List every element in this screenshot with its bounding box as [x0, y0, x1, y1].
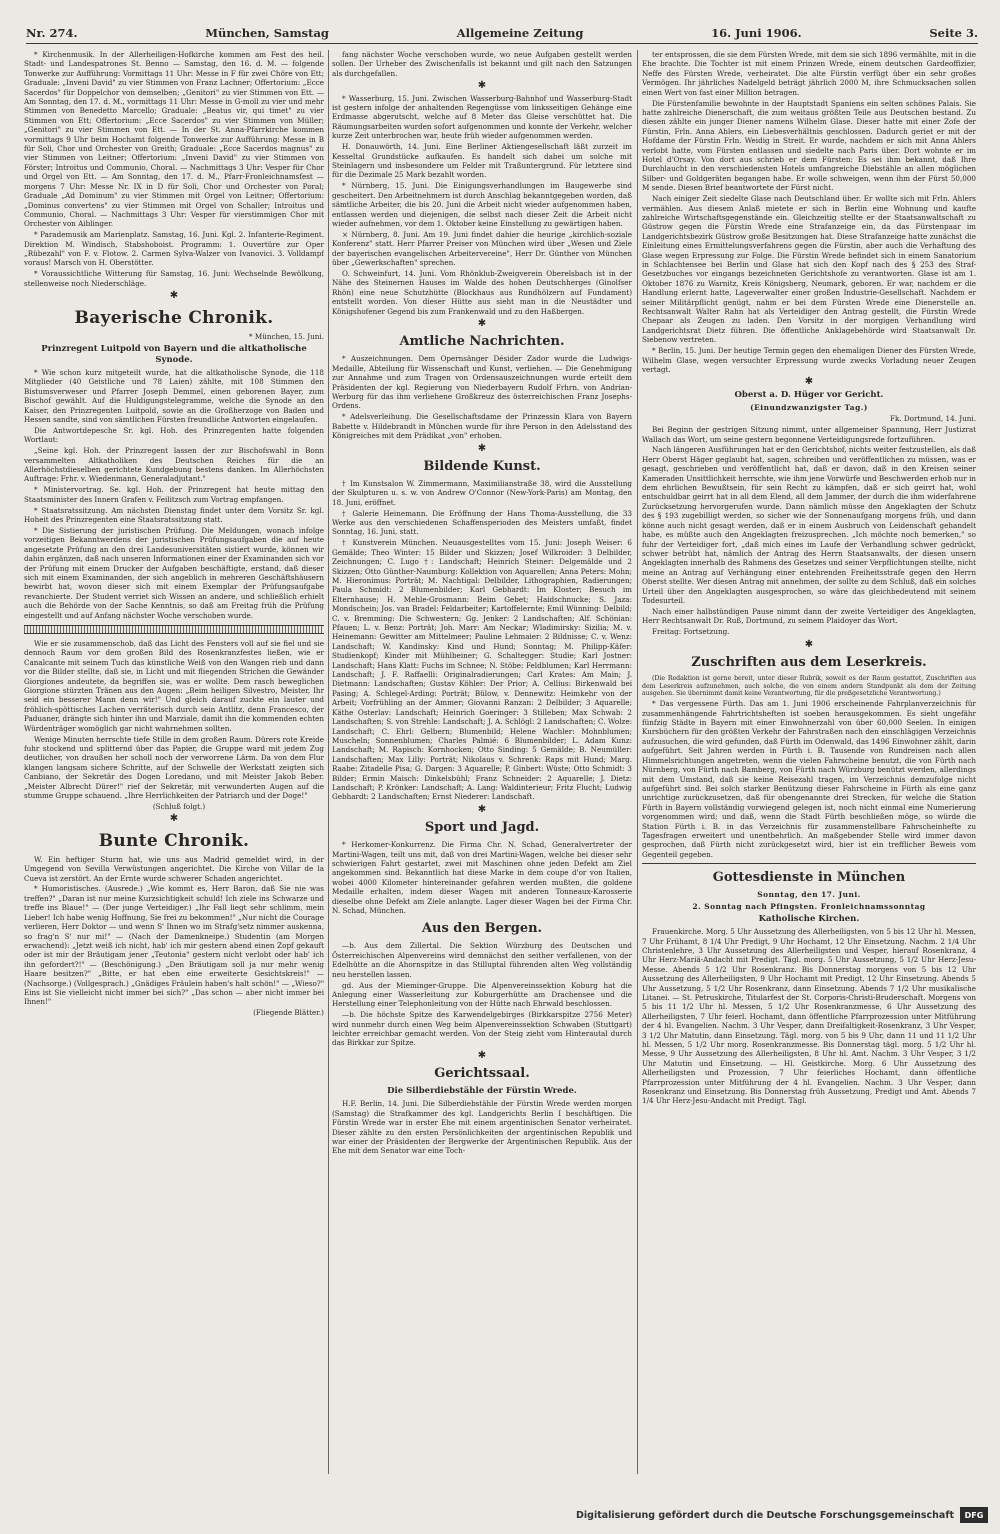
article-hueger-pause: Nach einer halbstündigen Pause nimmt dann der zweite Verteidiger des Angeklagten, Herr Rechtsanwalt Dr. Ruß, Dortmund, zu seinem Plaidoyer das Wort. — [642, 606, 976, 626]
separator-star: ✱ — [804, 638, 814, 650]
feuilleton-rule — [24, 625, 324, 634]
subheading-katholische: Katholische Kirchen. — [758, 914, 860, 925]
column-divider — [328, 50, 329, 1474]
article-wrede-palais: Die Fürstenfamilie bewohnte in der Hauptstadt Spaniens ein selten schönes Palais. Sie hatte zahlreiche Dienerschaft, die zum weitaus größten Teile aus Deutschen bestand. Zu diesen zählte ein junger Diener namens Wilhelm Glase. Dieser hatte mit einer Zofe der Fürstin, Frln. Anna Ahlers, ein Liebesverhältnis geschlossen. Dadurch geriet er mit der Hofdame der Fürstin Frln. Weidig in Streit. Er wurde, nachdem er sich mit Anna Ahlers verlobt hatte, vom Fürsten entlassen und siedelte nach Paris über. Dort wohnte er im Hotel d'Orsay. Von dort aus schrieb er dem Fürsten: Es sei ihm bekannt, daß Ihre Durchlaucht in den verschiedensten Hotels umfangreiche Diebstähle an allen möglichen Silber- und Goldgeräten begangen habe. Er wolle schweigen, wenn ihm der Fürst 50,000 M sende. Diesen Brief beantwortete der Fürst nicht. — [642, 98, 976, 193]
source-credit: (Fliegende Blätter.) — [253, 1008, 324, 1018]
article-sturm: W. Ein heftiger Sturm hat, wie uns aus Madrid gemeldet wird, in der Umgegend von Sevilla Verwüstungen angerichtet. Die Kirche von Villar de la Cueva ist zerstört. An der Ernte wurde schwerer Schaden angerichtet. — [24, 854, 324, 883]
heading-sport-und-jagd: Sport und Jagd. — [424, 820, 540, 836]
article-wrede: H.F. Berlin, 14. Juni. Die Silberdiebstähle der Fürstin Wrede werden morgen (Samstag) die Strafkammer des kgl. Landgerichts Berlin I beschäftigen. Die Fürstin Wrede war in erster Ehe mit einem argentinischen Senator verheiratet. Dieser zählte zu den ersten Persönlichkeiten der argentinischen Republik und war einer der Präsidenten der Bergwerke der Argentinischen Republik. Aus der Ehe mit dem Senator war eine Toch- — [332, 1099, 632, 1156]
subheading-sonntag: 2. Sonntag nach Pfingsten. Fronleichnamssonntag — [692, 901, 926, 911]
article-depesche: „Seine kgl. Hoh. der Prinzregent lassen der zur Bischofswahl in Bonn versammelten Altkatholiken des Deutschen Reiches für die an Allerhöchstdieselben gerichtete Kundgebung bestens danken. Im Allerhöchsten Auftrage: Frhr. v. Wiedenmann, Generaladjutant." — [24, 446, 324, 484]
article-galerie-heinemann: † Galerie Heinemann. Die Eröffnung der Hans Thoma-Ausstellung, die 33 Werke aus den verschiedenen Schaffensperioden des Meisters umfaßt, findet Sonntag, 16. Juni, statt. — [332, 508, 632, 537]
article-continued: fang nächster Woche verschoben wurde, wo neue Aufgaben gestellt werden sollen. Der Urheber des Zwischenfalls ist bekannt und gilt nach den Satzungen als durchgefallen. — [332, 50, 632, 78]
digitization-footer — [576, 1506, 988, 1524]
dateline: Fk. Dortmund, 14. Juni. — [889, 414, 976, 424]
article-herkomer: * Herkomer-Konkurrenz. Die Firma Chr. N. Schad, Generalvertreter der Martini-Wagen, teilt uns mit, daß von drei Martini-Wagen, welche bei dieser sehr schwierigen Fahrt gestartet, zwei mit Maschinen ohne jeden Defekt am Ziel angekommen sind. Bekanntlich hat diese Marke in dem coupe d'or von Italien, wobei 4000 Kilometer hintereinander gefahren werden mußten, die goldene Medaille erhalten, indem dieser Wagen mit anderen Tonneaux-Karosserie dieselbe ohne Defekt am Ziele anlangte. Lager dieser Wagen bei der Firma Chr. N. Schad, München. — [332, 840, 632, 915]
heading-aus-den-bergen: Aus den Bergen. — [421, 921, 543, 937]
issue-number: Nr. 274. — [26, 26, 78, 40]
article-frauenkirche: Frauenkirche. Morg. 5 Uhr Aussetzung des Allerheiligsten, von 5 bis 12 Uhr hl. Messen, 7 Uhr Frühamt, 8 1/4 Uhr Predigt, 9 Uhr Hochamt, 12 Uhr Einsetzung. Nachm. 2 1/4 Uhr Christenlehre, 3 Uhr Aussetzung des Allerheiligsten und Vesper, hierauf Rosenkranz, 4 Uhr Herz-Mariä-Andacht mit Predigt. Tägl. morg. 5 Uhr Aussetzung, 5 1/2 Uhr Herz-Jesu-Messe. Abends 5 1/2 Uhr Rosenkranz. Bis Donnerstag morgens von 5 bis 12 Uhr Aussetzung des Allerheiligsten, 9 Uhr Hochamt mit Predigt, 12 Uhr Einsetzung. Abends 5 Uhr Aussetzung, 5 1/2 Uhr Rosenkranz, dann Einsetzung. Abends 7 1/2 Uhr musikalische Litanei. — St. Petruskirche, Titularfest der St. Corporis-Christi-Bruderschaft. Morgens von 5 bis 11 1/2 Uhr hl. Messen, 5 1/2 Uhr Rosenkranzmesse, 6 Uhr Aussetzung des Allerheiligsten, 7 Uhr feierl. Hochamt, dann öffentliche Pfarrprozession unter Mitführung der 4 hl. Evangelien. Nachm. 3 Uhr Vesper, dann Dreifaltigkeit-Rosenkranz, 3 Uhr Vesper, 3 1/2 Uhr Matutin, dann Einsetzung. Tägl. morg. von 5 bis 9 Uhr, dann 11 und 11 1/2 Uhr hl. Messen, 5 1/2 Uhr morg. Rosenkranzmesse. Bis Donnerstag tägl. morg. 5 1/2 Uhr hl. Messe, 9 Uhr Aussetzung des Allerheiligsten, 8 Uhr hl. Amt. Nachm. 3 Uhr Vesper, 3 1/2 Uhr Matutin und Einsetzung. — Hl. Geistkirche. Morg. 6 Uhr Aussetzung des Allerheiligsten und Prozession, 7 Uhr feierliches Hochamt, dann öffentliche Pfarrprozession unter Mitführung der 4 hl. Evangelien. Nachm. 3 Uhr Vesper, dann Rosenkranz und Einsetzung. Bis Donnerstag früh Aussetzung, Predigt und Amt. Abends 7 1/4 Uhr Herz-Jesu-Andacht mit Predigt. Tägl. — [642, 927, 976, 1106]
separator-star: ✱ — [804, 376, 814, 388]
article-kunstsalon: † Im Kunstsalon W. Zimmermann, Maximilianstraße 38, wird die Ausstellung der Skulpturen u. s. w. von Andrew O'Connor (New-York-Paris) am Montag, den 18. Juni, eröffnet. — [332, 478, 632, 507]
feuilleton-continued: (Schluß folgt.) — [152, 801, 206, 811]
article-fuerth: * Das vergessene Fürth. Das am 1. Juni 1906 erscheinende Fahrplanverzeichnis für zusammenhängende Fahrtrichtsheften ist soeben herausgekommen. Es sieht ungefähr fünfzig Städte in Bayern mit einer Einwohnerzahl von über 60,000 Seelen. In einigen Kursbüchern für den größten Verkehr der Fahrstraßen nach den einschlägigen Verzeichnis aufzusuchen, die wird gefunden, daß Fürth im Odenwald, das 1496 Einwohner zählt, darin aufgeführt. Seit Jahren werden in Fürth i. B. Tausende von Rundreisen nach allen Himmelsrichtungen angetreten, wenn die vielen Fahrscheine benutzt, die von Fürth nach Nürnberg, von Fürth nach Bamberg, von Fürth nach Würzburg benützt werden, allerdings mit dem Umstand, daß sie keine Reisezahl tragen, im Verzeichnis demzufolge nicht aufgeführt sind. Bei solch starker Benützung dieser Fahrscheine in Fürth als eine ganz unrichtige zurückzusetzen, daß für obengenannte drei Strecken, für welche die Station Fürth in Bayern vollständig vorwiegend gelegen ist, noch nicht einmal eine Numerierung vorgenommen wird; und daß, wenn die Stadt Fürth beschließen möge, so würde die Station Fürth i. B. in das Verzeichnis für zusammenstellbare Fahrscheinhefte zu Tagesfragen erweitert und unentbehrlich. An maßgebender Stelle wird immer davon gesprochen, daß Fürth nicht zurückgesetzt wird, hier ist ein trefflicher Beweis vom Gegenteil gegeben. — [642, 699, 976, 859]
heading-gottesdienste: Gottesdienste in München — [712, 870, 906, 886]
article-pruefung: * Die Sistierung der juristischen Prüfung. Die Meldungen, wonach infolge vorzeitigen Bekanntwerdens der juristischen Prüfungsaufgaben die auf heute angesetzte Prüfung an den drei Landesuniversitäten sistiert wurde, können wir dahin ergänzen, daß nach unseren Informationen einer der Examinanden sich vor der Prüfung mit einem Drucker der Aufgaben beschäftigte, erstand, daß dieser sich mit einem Examinanden, der sich angeblich in mehreren Geschäftshäusern bewirbt hat, wovon dieser sich mit einem Exemplar der Prüfungsaufgabe revanchierte. Der Student verriet sich Wissen an andere, und schließlich erhielt auch die Behörde von der Sache Kenntnis, so daß am Freitag früh die Prüfung eingestellt und auf Anfang nächster Woche verschoben wurde. — [24, 525, 324, 620]
dateline: * München, 15. Juni. — [248, 331, 324, 341]
subheading-prinzregent: Prinzregent Luitpold von Bayern und die altkatholische Synode. — [41, 343, 307, 365]
article-witterung: * Voraussichtliche Witterung für Samstag, 16. Juni: Wechselnde Bewölkung, stellenweise noch Niederschläge. — [24, 269, 324, 288]
article-wrede-glase: Nach einiger Zeit siedelte Glase nach Deutschland über. Er wollte sich mit Frln. Ahlers vermählen. Aus diesem Anlaß mietete er sich in Berlin eine Wohnung und kaufte zahlreiche Wirtschaftsgegenstände ein. Gleichzeitig stellte er der Staatsanwaltschaft zu Güstrow gegen die Fürstin Wrede eine Strafanzeige ein, da das Fürstenpaar im Landgerichtsbezirk Güstrow große Besitzungen hat. Diese Strafanzeige hatte zunächst die Einleitung eines Ermittelungsverfahrens gegen die Fürstin, aber auch die Verhaftung des Glase wegen Erpressung zur Folge. Die Fürstin Wrede befindet sich in einem Sanatorium in Schlachtensee bei Berlin und Glase hat sich den Kopf nach des § 253 des Straf-Gesetzbuches vor eingangs bezeichneten Gerichtshofe zu verantworten. Glase ist am 1. Oktober 1876 zu Warnitz, Kreis Königsberg, Neumark, geboren. Er war, nachdem er die Handlung erlernt hatte, Lageverwalter einer großen Industrie-Gesellschaft. Nachdem er seiner Militärpflicht genügt, nahm er bei dem Fürsten Wrede eine Dienerstelle an. Rechtsanwalt Walter Rahn hat als Verteidiger den Antrag gestellt, die Fürstin Wrede Chepaar als Zeugen zu laden. Den Vorsitz in der morgigen Verhandlung wird Landgerichtsrat Dietz führen. Die öffentliche Anklagebehörde wird Staatsanwalt Dr. Siebenow vertreten. — [642, 194, 976, 345]
dfg-logo: DFG — [960, 1507, 988, 1523]
article-zillertal: —b. Aus dem Zillertal. Die Sektion Würzburg des Deutschen und Österreichischen Alpenvereins wird demnächst den seither verfallenen, von der Edelhütte an die Ahornspitze in das Stilluptal führenden alten Weg vollständig neu herstellen lassen. — [332, 941, 632, 979]
editorial-note: (Die Redaktion ist gerne bereit, unter dieser Rubrik, soweit es der Raum gestattet, Zuschriften aus dem Leserkreis aufzunehmen, auch solche, die von einem andern Standpunkt als dem der Zeitung ausgehen. Sie übernimmt damit keine Verantwortung, für die preßgesetzliche Verantwortung.) — [642, 674, 976, 698]
article-humoristisches: * Humoristisches. (Ausrede.) „Wie kommt es, Herr Baron, daß Sie nie was treffen?" „Daran ist nur meine Kurzsichtigkeit schuld! Ich ziele ins Schwarze und treffe ins Blaue!" — (Der junge Verteidiger.) „Ihr Fall liegt sehr schlimm, mein Lieber! Ich habe wenig Hoffnung, Sie frei zu bekommen!" „Nur nicht die Courage verlieren, Herr Doktor — und wenn S' Ihnen wo im Strafg'setz nimmer auskenna, so frag'n S' nur mi!" — (Nach der Damenkneipe.) Studentin (am Morgen erwachend): „Jetzt weiß ich nicht, hab' ich mir gestern abend einen Zopf gekauft oder ist mir der Bräutigam jener „Teutonia" gestern nicht verlobt oder hab' ich ihn gefordert?!" — (Beschönigung.) „Den Bräutigam soll ja nur mehr wenig Haare besitzen?" „Bitte, er hat eben eine erweiterte Gesichtskreis!" — (Nachsorge.) (Vollgesprach.) „Gnädiges Fräulein haben's halt schön!" — „Wieso?" Eins ist Sie vielleicht nicht immer bei sich?" „Das schon — aber nicht immer bei Ihnen!" — [24, 884, 324, 1007]
heading-gerichtssaal: Gerichtssaal. — [434, 1066, 530, 1082]
article-adelsverleihung: * Adelsverleihung. Die Gesellschaftsdame der Prinzessin Klara von Bayern Babette v. Hildebrandt in München wurde für ihre Person in den Adelsstand des Königreiches mit dem Prädikat „von" erhoben. — [332, 412, 632, 441]
column-2 — [332, 50, 632, 1479]
subheading-hueger: Oberst a. D. Hüger vor Gericht. — [734, 389, 884, 400]
heading-zuschriften: Zuschriften aus dem Leserkreis. — [691, 654, 927, 670]
article-auszeichnungen: * Auszeichnungen. Dem Opernsänger Désider Zador wurde die Ludwigs-Medaille, Abteilung für Wissenschaft und Kunst, verliehen. — Die Genehmigung zur Annahme und zum Tragen von Ordensauszeichnungen wurde erteilt dem Präsidenten der kgl. Regierung von Niederbayern Rudolf Frhrn. von Andrian-Werburg für das ihm verliehene Großkreuz des österreichischen Franz Josephs-Ordens. — [332, 354, 632, 411]
article-schweinfurt: O. Schweinfurt, 14. Juni. Vom Rhönklub-Zweigverein Oberelsbach ist in der Nähe des Steinernen Hauses im Walde des hohen Deutschherges (Ginolfser Rhön) eine neue Schutzhütte (Blockhaus aus Rundhölzern auf Fundament) entstellt worden. Von dieser Hütte aus sieht man in die Neustädter und Königshofener Gegend bis zum Frankenwald und zu den Haßbergen. — [332, 268, 632, 316]
subheading-tag: (Einundzwanzigster Tag.) — [750, 402, 868, 412]
separator-star: ✱ — [477, 803, 487, 815]
column-3 — [642, 50, 976, 1479]
issue-date: 16. Juni 1906. — [711, 26, 802, 40]
footer-text: Digitalisierung gefördert durch die Deutsche Forschungsgemeinschaft — [576, 1509, 954, 1521]
heading-bayerische-chronik: Bayerische Chronik. — [74, 307, 274, 328]
article-nuernberg-konferenz: × Nürnberg, 8. Juni. Am 19. Juni findet dahier die heurige „kirchlich-soziale Konferenz" statt. Herr Pfarrer Preiser von München wird über „Wesen und Ziele der bayerischen evangelischen Arbeitervereine", Herr Dr. Günther von München über „Gewerkschaften" sprechen. — [332, 229, 632, 268]
article-staatsrat: * Staatsratssitzung. Am nächsten Dienstag findet unter dem Vorsitz Sr. kgl. Hoheit des Prinzregenten eine Staatsratssitzung statt. — [24, 505, 324, 525]
column-1 — [24, 50, 324, 1479]
article-parademusik: * Parademusik am Marienplatz. Samstag, 16. Juni. Kgl. 2. Infanterie-Regiment. Direktion M. Windisch, Stabshoboist. Programm: 1. Ouvertüre zur Oper „Rübezahl" von F. v. Flotow. 2. Carmen Sylva-Walzer von Ivanovici. 3. Volldampf voraus! Marsch von H. Oberstötter. — [24, 230, 324, 268]
article-antwort: Die Antwortdepesche Sr. kgl. Hoh. des Prinzregenten hatte folgenden Wortlaut: — [24, 425, 324, 445]
separator-star: ✱ — [169, 290, 179, 302]
heading-amtliche-nachrichten: Amtliche Nachrichten. — [399, 334, 565, 350]
paper-title: Allgemeine Zeitung — [456, 26, 584, 40]
column-divider — [637, 50, 638, 1474]
separator-star: ✱ — [477, 442, 487, 454]
subheading-date: Sonntag, den 17. Juni. — [757, 890, 861, 900]
separator-star: ✱ — [477, 317, 487, 329]
article-kunstverein: † Kunstverein München. Neuausgestelltes vom 15. Juni: Joseph Weiser: 6 Gemälde; Theo Winter: 15 Bilder und Skizzen; Josef Wilkroider: 3 Delbilder, Zeichnungen; C. Lugo †: Landschaft; Heinrich Steiner: Delgemälde und 2 Skizzen; Otto Günther-Naumburg: Kollektion von Aquarellen; Anna Peters: Mohn; M. Hieronimus: Porträt; M. Nachtigal: Delbilder, Lithographien, Radierungen; Paula Schmidt: 2 Blumenbilder; Karl Gebhardt: Im Kloster; Besuch im Elternhause; H. Mehle-Grosmann: Beim Gebet; Haidschnucke; S. Jaza: Mondschein; Jos. van Bradel: Feldarbeiter; Kartoffelernte; Emil Wünning: Delbild; C. v. Bremming: Die Schwestern; Gg. Jenker: 2 Landschaften; Alf. Schönian: Pfauen; L. v. Benz: Porträt; Joh. Marr: Am Neckar; Wladimirsky: Sizilia; M. v. Heinemann: Gewitter am Mittelmeer; Pauline Lehmaier: 2 Bildnisse; C. v. Wenz: Landschaft; W. Kandinsky: Kind und Hund; Sonntag; M. Philipp-Käfer: Studienkopf; Kinder mit Mühlbeiner; G. Schaltegger: Studie; Karl Jostner: Landschaft; Hans Klatt: Fuchs im Schnee; N. Stöbe: Feldblumen; Karl Herrmann: Landschaft; J. F. Raffaelli: Originalradierungen; Carl Krates: Am Main; J. Dietmann: Landschaften; Gustav Köhler: Der Prior; A. Cellius: Birkenwald bei Pasing; A. Schlegel-Arding: Porträt; Bülow, v. Dennewitz: Heimkehr von der Arbeit; Vorfrühling an der Ammer; Giovanni Ranzan: 2 Delbilder; 3 Aquarelle; Käthe Osterlav: Landschaft; Heinrich Goeringer: 3 Stilleben; Max Schwab: 2 Landschaften; S. von Strehle: Landschaft; J. A. Schlögl: 2 Landschaften; C. Wolze: Landschaft; C. Ehrl: Gelbern; Blumenbild; Helene Wachler: Mohnblumen; Muscheln; Sonnenblumen; Charles Palmié: 6 Blumenbilder; L. Adam Kunz: Landschaft; M. Rapisch: Kornhocken; Otto Sinding: 5 Gemälde; B. Neumüller: Landschaften; Max Lilly: Porträt; Nikolaus v. Schrenk: Raps mit Hund; Marg. Raabe: Zitadelle Pisa; G. Dargen: 3 Aquarelle; P. Ginbert: Wüste; Otto Schmidt: 3 Bilder; Ermin Maisch: Dinkelsbühl; Franz Schneider: 2 Aquarelle; J. Dietz: Landschaft; P. Krönker: Landschaft; A. Lang: Waldinterieur; Fritz Flucht; Ludwig Gebhardt: 2 Landschaften; Ernst Niederer: Landschaft. — [332, 538, 632, 802]
article-wasserburg: * Wasserburg, 15. Juni. Zwischen Wasserburg-Bahnhof und Wasserburg-Stadt ist gestern infolge der anhaltenden Regengüsse vom linksseitigen Gehänge eine Erdmasse abgerutscht, welche auf 8 Meter das Gleise verschüttet hat. Die Räumungsarbeiten wurden sofort aufgenommen und konnte der Verkehr, welcher kurze Zeit unterbrochen war, heute früh wieder aufgenommen werden. — [332, 93, 632, 141]
separator-star: ✱ — [477, 1049, 487, 1061]
heading-bildende-kunst: Bildende Kunst. — [423, 458, 541, 474]
article-hueger-fortsetzung: Freitag: Fortsetzung. — [652, 627, 730, 637]
article-donauwoerth: H. Donauwörth, 14. Juni. Eine Berliner Aktiengesellschaft läßt zurzeit im Kesseltal Grundstücke aufkaufen. Es handelt sich dabei um solche mit Steinlagern und insbesondere um Felder mit Traßuntergrund. Für letztere sind für die Dezimale 25 Mark bezahlt worden. — [332, 142, 632, 180]
article-hueger: Bei Beginn der gestrigen Sitzung nimmt, unter allgemeiner Spannung, Herr Justizrat Wallach das Wort, um seine gestern begonnene Verteidigungsrede fortzuführen. — [642, 425, 976, 444]
feuilleton-text: Wie er sie zusammenschob, daß das Licht des Fensters voll auf sie fiel und sie dennoch Raum vor dem großen Bild des Rosenkranzfestes ließen, wie er Canalcante mit seinem Tuch das künstliche Weiß von den Wangen rieb und dann vor die Bilder stellte, daß sie, in Licht und mit fliegenden Strichen die Gewänder Giorgiones andeutete, da begriffen sie, was er wollte. Dem rasch beweglichen Giorgione stürzten Tränen aus den Augen: „Beim heiligen Silvestro, Meister, Ihr seid ein besserer Mann denn wir!" Und gleich darauf zuckte ein lauter und fröhlich-spöttisches Lachen verräterisch durch sein Antlitz, denn Francesco, der Paduaner, drängte sich hinter ihn und Marziale, damit ihn die kommenden echten Würdenträger womöglich gar nicht wahrnehmen sollten. — [24, 639, 324, 733]
article-hueger-verteidigung: Nach längeren Ausführungen hat er den Gerichtshof, nichts weiter festzustellen, als daß Herr Oberst Häger geglaubt hat, sagen, schreiben und veröffentlichen zu müssen, was er gesagt, geschrieben und veröffentlicht hat, daß er davon, daß in den Kreisen seiner Kameraden Unsittlichkeit herrschte, wie ihm jene Vorwürfe und Beschwerden erhob nur in dem ehrlichen Bewußtsein, für sein Recht zu kämpfen, daß er sich geirrt hat, wohl entschuldbar geirrt hat in all dem Elend, all dem Jammer, der durch die ihm widerfahrene Zurücksetzung hervorgerufen wurde. Dann nämlich müsse den Angeklagten der Schutz des § 193 zugebilligt werden, so sicher wie der Sonnenaufgang morgens früh, und dann könne auch nicht gesagt werden, daß er in einem Ausbruch von Leidenschaft gehandelt habe, es müßte auch den Angeklagten freizusprechen. „Ich möchte noch bemerken," so fuhr der Verteidiger fort, „daß mich eines im Laufe der Verhandlung schwer gedrückt, schwer betrübt hat, nämlich der Antrag des Herrn Staatsanwalts, der diesen unsern Angeklagten innerhalb des Rahmens des Gesetzes und seiner Verpflichtungen stellte, nicht meine an Antrag auf Verhängung einer entehrenden Freiheitsstrafe gegen den Herrn Oberst stellte. Wer diesen Antrag mit annehmen, der sollte zu dem Schluß, daß ein solches Urteil über den Angeklagten ausgesprochen, so wäre das gleichbedeutend mit seinem Todesurteil. — [642, 445, 976, 605]
article-synode: * Wie schon kurz mitgeteilt wurde, hat die altkatholische Synode, die 118 Mitglieder (40 Geistliche und 78 Laien) zählte, mit 108 Stimmen den Bistumsverweser und Pfarrer Joseph Demmel, einen geborenen Bayer, zum Bischof gewählt. Auf die Huldigungstelegramme, welche die Synode an den Kaiser, den Prinzregenten Luitpold, sowie an die Großherzoge von Baden und Hessen sandte, sind von sämtlichen Fürsten freundliche Antworten eingelaufen. — [24, 367, 324, 424]
article-nuernberg: * Nürnberg, 15. Juni. Die Einigungsverhandlungen im Baugewerbe sind gescheitert. Den Arbeitnehmern ist durch Anschlag bekanntgegeben worden, daß sämtliche Arbeiter, die bis 20. Juni die Arbeit nicht wieder aufgenommen haben, entlassen werden und diejenigen, die selbst nach dieser Zeit die Arbeit nicht wieder aufnehmen, vor dem 1. Oktober keine Einstellung zu gewärtigen haben. — [332, 181, 632, 228]
article-ministervortrag: * Ministervortrag. Se. kgl. Hoh. der Prinzregent hat heute mittag den Staatsminister des Innern Grafen v. Feilitzsch zum Vortrag empfangen. — [24, 485, 324, 504]
article-berlin-termin: * Berlin, 15. Juni. Der heutige Termin gegen den ehemaligen Diener des Fürsten Wrede, Wilhelm Glase, wegen versuchter Erpressung wurde zwecks Vorladung neuer Zeugen vertagt. — [642, 346, 976, 374]
article-mieminger: gd. Aus der Mieminger-Gruppe. Die Alpenvereinssektion Koburg hat die Anlegung einer Wasserleitung zur Koburgerhütte am Drachensee und die Herstellung einer Telephonleitung von der Hütte nach Ehrwald beschlossen. — [332, 980, 632, 1009]
page-number: Seite 3. — [929, 26, 978, 40]
heading-bunte-chronik: Bunte Chronik. — [98, 830, 250, 851]
feuilleton-text: Wenige Minuten herrschte tiefe Stille in dem großen Raum. Dürers rote Kreide fuhr stockend und splitternd über das Papier, die Gruppe ward mit jedem Zug deutlicher, von draußen her scholl noch der verworrene Lärm. Da von dem Flur klangen langsam sichere Schritte, auf der Schwelle der Werkstatt zeigten sich Canbiano, der Sekretär des Dogen Loredano, und mit Meister Jakob Beber. „Meister Albrecht Dürer!" rief der Sekretär, mit verwunderten Augen auf die stumme Gruppe schauend. „Ihre Herrlichkeiten der Patriarch und der Doge!" — [24, 734, 324, 801]
masthead — [26, 22, 978, 44]
separator-star: ✱ — [169, 813, 179, 825]
article-karwendel: —b. Die höchste Spitze des Karwendelgebirges (Birkkarspitze 2756 Meter) wird nunmehr durch einen Weg beim Alpenvereinssektion Schwaben (Stuttgart) leichter erreichbar gemacht werden. Von der Steig zieht vom Hinterautal durch das Birkkar zur Spitze. — [332, 1010, 632, 1048]
article-wrede-continued: ter entsprossen, die sie dem Fürsten Wrede, mit dem sie sich 1896 vermählte, mit in die Ehe brachte. Die Tochter ist mit einem Prinzen Wrede, einem deutschen Gardeoffizier, Neffe des Fürsten Wrede, verheiratet. Die alte Fürstin verfügt über ein sehr großes Vermögen. Ihr jährliches Nadelgeld beträgt jährlich 2000 M, ihre Schmucksachen sollen einen Wert von fast einer Million betragen. — [642, 50, 976, 97]
article-kirchenmusik: * Kirchenmusik. In der Allerheiligen-Hofkirche kommen am Fest des heil. Stadt- und Landespatrones St. Benno — Samstag, den 16. d. M. — folgende Tonwerke zur Aufführung: Vormittags 11 Uhr: Messe in F für zwei Chöre von Ett; Graduale: „Inveni David" zu vier Stimmen von Franz Lachner; Offertorium: „Ecce Sacerdos" für Doppelchor von demselben; „Genitori" zu vier Stimmen von Ett. — Am Sonntag, den 17. d. M., vormittags 11 Uhr: Messe in G-moll zu vier und mehr Stimmen von Benedetto Marcello; Graduale: „Beatus vir, qui timet" zu vier Stimmen von Ett; Offertorium: „Ecce Sacerdos" zu vier Stimmen von Müller; „Genitori" zu vier Stimmen von Ett. — In der St. Anna-Pfarrkirche kommen vormittags 9 Uhr beim Hochamt folgende Tonwerke zur Aufführung: Messe in B für Soli, Chor und Orchester von Greith; Graduale: „Ecce Sacerdos magnus" zu vier Stimmen von Leitner; Offertorium: „Inveni David" zu vier Stimmen von Förster; Introitus und Communio, Choral. — Nachmittags 3 Uhr: Vesper für Chor und Orgel von Ett. — Am Sonntag, den 17. d. M., Pfarr-Fronleichnamsfest — morgens 7 Uhr: Messe Nr. IX in D für Soli, Chor und Orchester von Poral; Graduale „Ad Dominum" zu vier Stimmen mit Orgel von Leitner; Offertorium: „Dominus convertens" zu vier Stimmen mit Orgel von Schaller; Introitus und Communio, Choral. — Nachmittags 3 Uhr: Vesper für vierstimmigen Chor mit Orchester von Aiblinger. — [24, 50, 324, 229]
subheading-wrede: Die Silberdiebstähle der Fürstin Wrede. — [387, 1086, 577, 1097]
divider — [642, 863, 976, 864]
place-day: München, Samstag — [205, 26, 329, 40]
separator-star: ✱ — [477, 80, 487, 92]
